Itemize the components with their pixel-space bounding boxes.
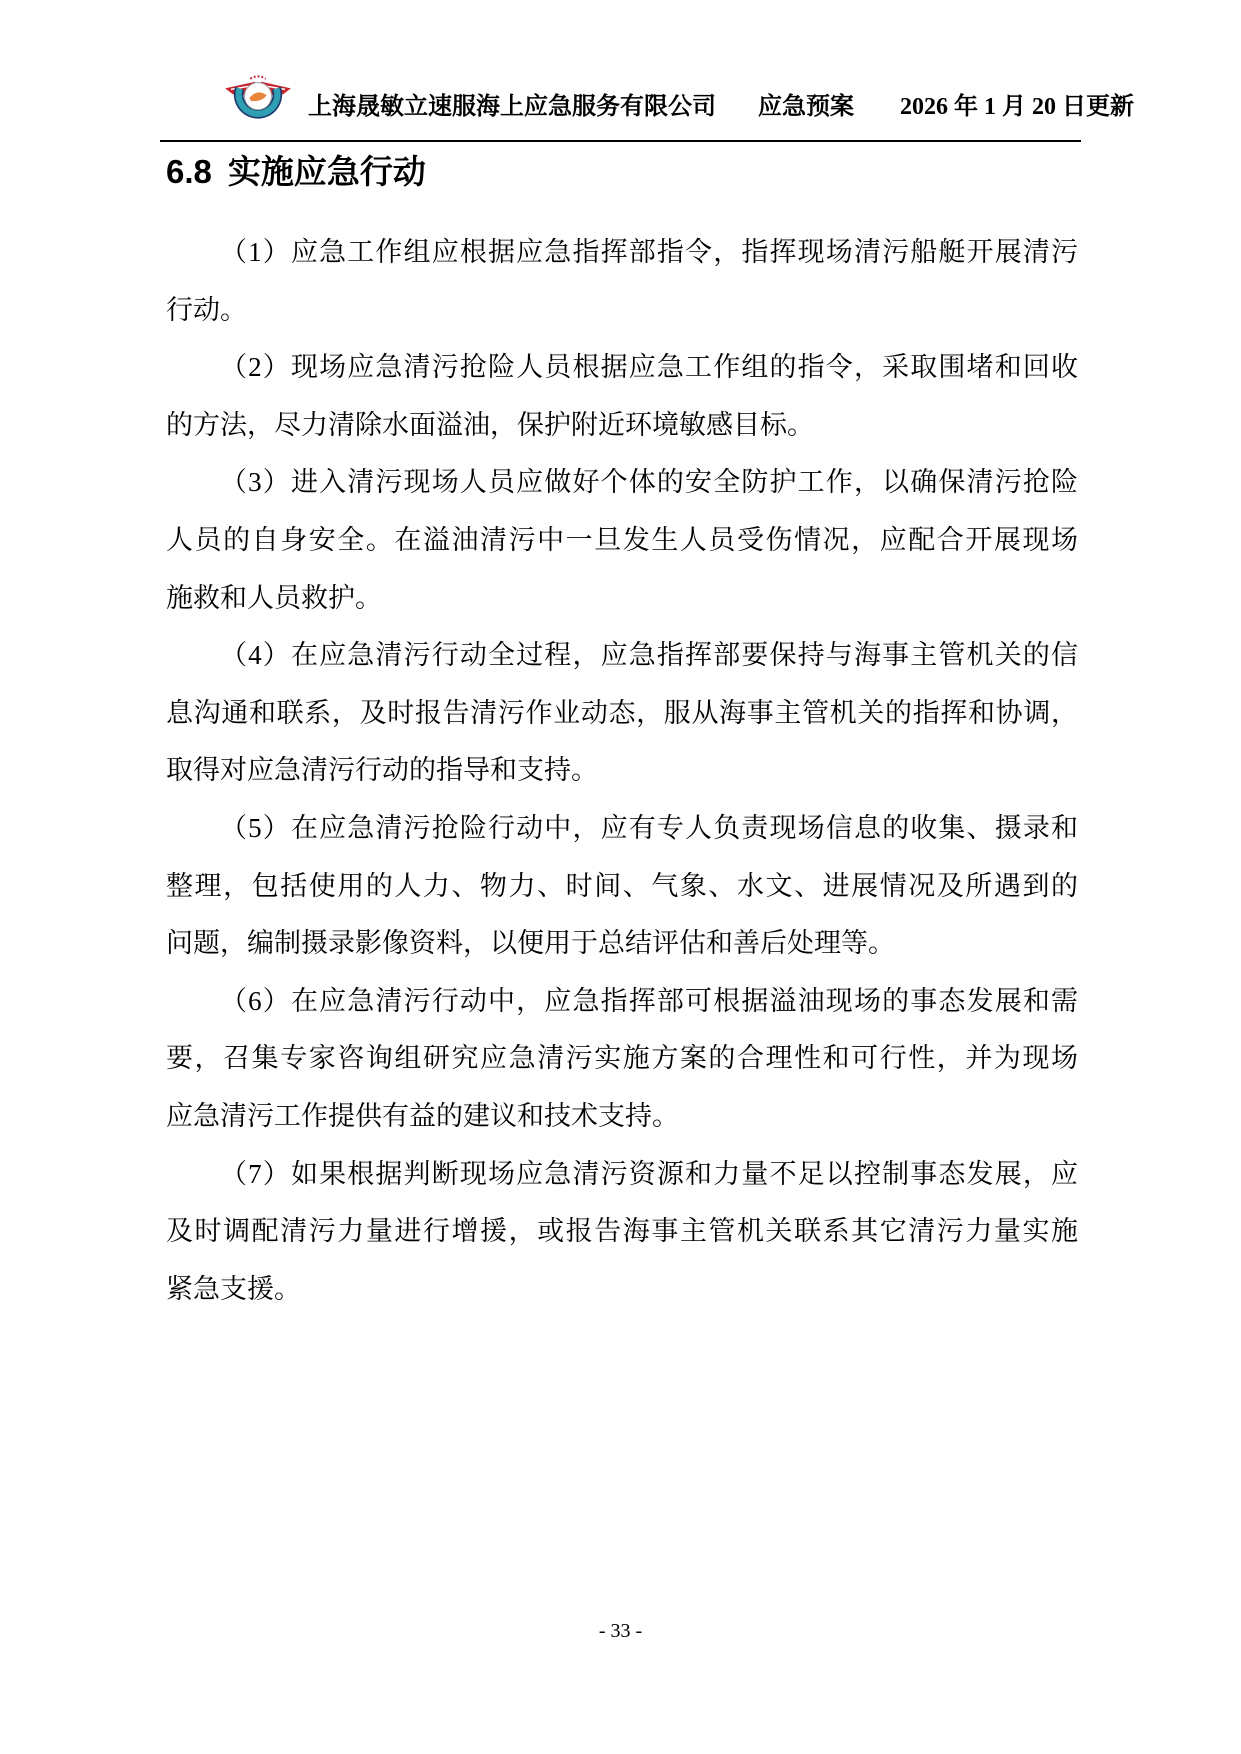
section-title: 实施应急行动 [227,153,426,190]
text-line: 应急清污工作提供有益的建议和技术支持。 [166,1100,679,1131]
text-line: 要，召集专家咨询组研究应急清污实施方案的合理性和可行性，并为现场 [166,1043,1078,1074]
company-logo-icon [222,72,294,135]
document-body [166,224,1078,1318]
paragraph-7 [166,1146,1078,1319]
text-line: 问题，编制摄录影像资料，以便用于总结评估和善后处理等。 [166,928,895,959]
text-line: 取得对应急清污行动的指导和支持。 [166,755,598,786]
text-line: （6）在应急清污行动中，应急指挥部可根据溢油现场的事态发展和需 [220,985,1078,1016]
paragraph-5 [166,800,1078,973]
page-header [160,72,1134,142]
page-footer [0,1620,1241,1643]
paragraph-6 [166,973,1078,1146]
section-number: 6.8 [166,153,212,190]
text-line: 人员的自身安全。在溢油清污中一旦发生人员受伤情况，应配合开展现场 [166,524,1078,555]
text-line: （5）在应急清污抢险行动中，应有专人负责现场信息的收集、摄录和 [220,812,1078,843]
paragraph-4 [166,627,1078,800]
text-line: 紧急支援。 [166,1273,301,1304]
text-line: （7）如果根据判断现场应急清污资源和力量不足以控制事态发展，应 [220,1158,1078,1189]
header-update-date: 2026 年 1 月 20 日更新 [900,94,1134,120]
page-number: - 33 - [598,1620,643,1642]
text-line: （4）在应急清污行动全过程，应急指挥部要保持与海事主管机关的信 [220,640,1078,671]
text-line: 的方法，尽力清除水面溢油，保护附近环境敏感目标。 [166,409,814,440]
text-line: （3）进入清污现场人员应做好个体的安全防护工作，以确保清污抢险 [220,467,1078,498]
header-doc-label: 应急预案 [758,94,854,120]
section-heading [166,146,426,193]
text-line: 行动。 [166,294,247,325]
text-line: 及时调配清污力量进行增援，或报告海事主管机关联系其它清污力量实施 [166,1216,1078,1247]
text-line: （2）现场应急清污抢险人员根据应急工作组的指令，采取围堵和回收 [220,352,1078,383]
paragraph-1 [166,224,1078,339]
paragraph-2 [166,339,1078,454]
paragraph-3 [166,454,1078,627]
text-line: 施救和人员救护。 [166,582,382,613]
text-line: 息沟通和联系，及时报告清污作业动态，服从海事主管机关的指挥和协调， [166,697,1078,728]
text-line: （1）应急工作组应根据应急指挥部指令，指挥现场清污船艇开展清污 [220,237,1078,267]
header-company-name: 上海晟敏立速服海上应急服务有限公司 [308,94,716,120]
text-line: 整理，包括使用的人力、物力、时间、气象、水文、进展情况及所遇到的 [166,870,1078,901]
